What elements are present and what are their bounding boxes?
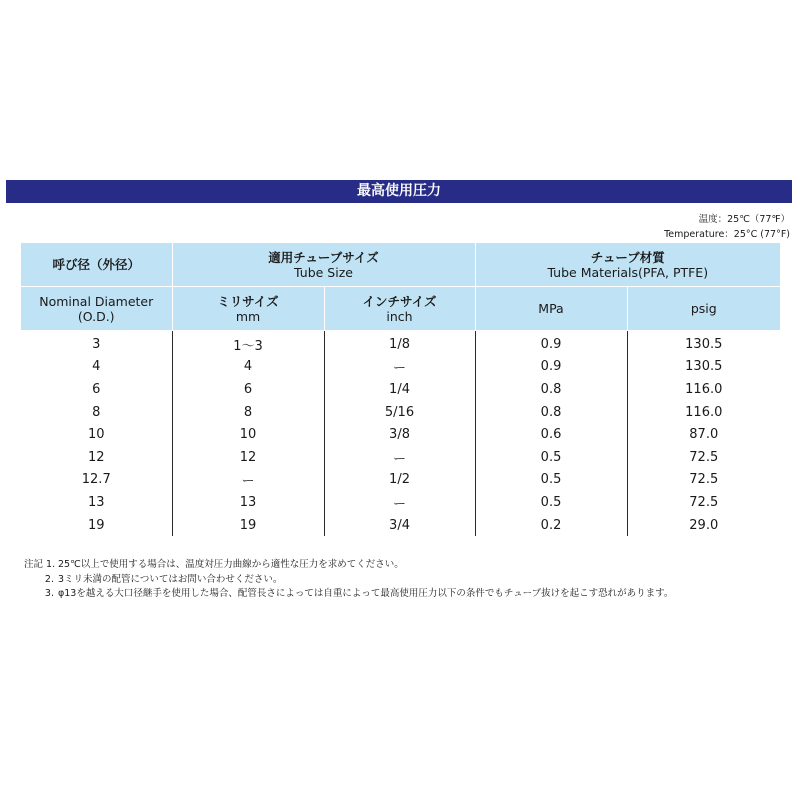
temperature-condition-ja: 温度：25℃（77℉） [698,214,790,225]
cell-od: 6 [92,381,101,397]
cell-mpa: 0.8 [475,378,627,401]
cell-psig: 87.0 [627,423,780,446]
cell-od: 4 [92,359,101,375]
cell-mm: 12 [172,446,324,469]
table-row [21,491,780,514]
cell-mm: 13 [172,491,324,514]
cell-od: 3 [92,336,101,352]
header-inch-ja: インチサイズ [362,293,437,309]
header-psig: psig [627,287,780,331]
header-mpa: MPa [475,287,627,331]
cell-mm: 19 [172,514,324,537]
note-item [24,558,794,573]
cell-psig: 72.5 [627,469,780,492]
table-title: 最高使用圧力 [6,180,792,203]
header-mm-cell [172,287,324,331]
table-row [21,401,780,424]
cell-psig: 72.5 [627,446,780,469]
cell-od: 13 [87,494,105,510]
note-text: 3ミリ未満の配管についてはお問い合わせください。 [58,573,283,585]
header-inch-en: inch [386,308,413,324]
cell-mpa: 0.5 [475,446,627,469]
table-row [21,446,780,469]
cell-inch: 3/8 [324,423,475,446]
cell-od: 10 [87,427,105,443]
table-row [21,514,780,537]
note-label: 2. [44,573,54,585]
note-text: 25℃以上で使用する場合は、温度対圧力曲線から適性な圧力を求めてください。 [58,559,404,570]
cell-inch: 3/4 [324,514,475,537]
table-row [21,356,780,379]
cell-psig: 116.0 [627,378,780,401]
cell-inch: ー [324,356,475,379]
cell-mpa: 0.5 [475,469,627,492]
cell-mm: 1～3 [172,331,324,356]
cell-mpa: 0.9 [475,331,627,356]
cell-inch: ー [324,446,475,469]
note-item [24,573,794,588]
cell-psig: 29.0 [627,514,780,537]
header-nominal-en-cell [21,287,172,331]
table-row [21,423,780,446]
cell-psig: 130.5 [627,356,780,379]
cell-inch: ー [324,491,475,514]
header-materials-en: Tube Materials(PFA, PTFE) [547,264,709,280]
note-item [24,587,794,602]
cell-psig: 130.5 [627,331,780,356]
header-materials-ja: チューブ材質 [590,249,665,265]
header-nominal-ja: 呼び径（外径） [52,257,140,272]
cell-mm: 10 [172,423,324,446]
note-label: 注記 1. [24,559,56,570]
cell-inch: 1/4 [324,378,475,401]
header-tube-size-ja: 適用チューブサイズ [268,249,379,265]
cell-od: 12.7 [81,472,111,488]
cell-mm: 4 [172,356,324,379]
cell-inch: 1/8 [324,331,475,356]
cell-od: 19 [87,517,105,533]
header-nominal-ja-cell [21,243,172,287]
cell-mm: 6 [172,378,324,401]
header-mm-en: mm [235,308,261,324]
cell-mm: ー [172,469,324,492]
header-nominal-en-2: (O.D.) [77,308,115,324]
header-mm-ja: ミリサイズ [217,293,279,309]
header-row-2 [21,287,780,331]
header-inch-cell [324,287,475,331]
cell-od: 12 [87,449,105,465]
cell-psig: 116.0 [627,401,780,424]
cell-mpa: 0.2 [475,514,627,537]
header-tube-size-en: Tube Size [294,264,353,280]
cell-psig: 72.5 [627,491,780,514]
cell-inch: 1/2 [324,469,475,492]
table-row [21,378,780,401]
temperature-condition-en: Temperature：25°C (77°F) [664,229,790,240]
cell-mpa: 0.8 [475,401,627,424]
cell-mpa: 0.9 [475,356,627,379]
cell-mpa: 0.6 [475,423,627,446]
table-row [21,469,780,492]
note-label: 3. [44,588,54,599]
header-row-1 [21,243,780,287]
cell-mpa: 0.5 [475,491,627,514]
cell-od: 8 [92,404,101,420]
header-nominal-en-1: Nominal Diameter [39,293,154,309]
table-row [21,331,780,356]
pressure-table [21,243,780,536]
header-materials-cell [475,243,780,287]
note-text: φ13を越える大口径継手を使用した場合、配管長さによっては自重によって最高使用圧力以下の条件でもチューブ抜けを起こす恐れがあります。 [58,588,674,599]
notes-section [24,558,794,602]
header-tube-size-cell [172,243,475,287]
cell-mm: 8 [172,401,324,424]
cell-inch: 5/16 [324,401,475,424]
